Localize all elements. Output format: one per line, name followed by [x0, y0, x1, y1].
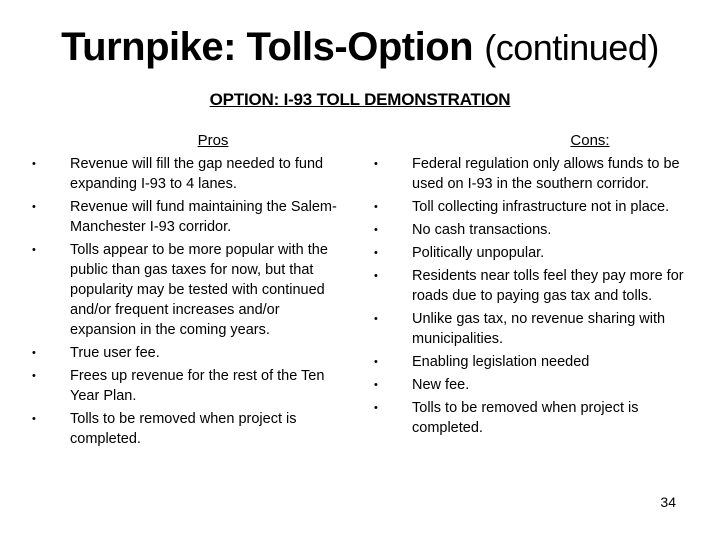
pros-column — [28, 132, 348, 452]
pros-item: • Frees up revenue for the rest of the Ten Year Plan. — [32, 368, 325, 404]
pros-item: • True user fee. — [32, 345, 160, 361]
bullet-icon: • — [32, 413, 36, 425]
bullet-icon: • — [374, 379, 378, 391]
cons-item: • New fee. — [374, 377, 470, 393]
cons-column — [370, 132, 700, 441]
bullet-icon: • — [32, 158, 36, 170]
cons-heading: Cons: — [570, 132, 610, 149]
pros-heading: Pros — [197, 132, 229, 149]
bullet-icon: • — [374, 270, 378, 282]
cons-item: • No cash transactions. — [374, 222, 552, 238]
cons-item: • Tolls to be removed when project is completed. — [374, 400, 639, 436]
slide-title-sub: (continued) — [484, 27, 659, 68]
bullet-icon: • — [374, 313, 378, 325]
pros-item: • Tolls appear to be more popular with the public than gas taxes for now, but that popularity may be tested with continued and/or frequent increases and/or expansion in the coming years. — [32, 242, 328, 338]
bullet-icon: • — [374, 247, 378, 259]
cons-item: • Residents near tolls feel they pay more for roads due to paying gas tax and tolls. — [374, 268, 684, 304]
cons-item: • Toll collecting infrastructure not in place. — [374, 199, 670, 215]
slide-subtitle: OPTION: I-93 TOLL DEMONSTRATION — [209, 90, 511, 109]
bullet-icon: • — [374, 356, 378, 368]
bullet-icon: • — [374, 158, 378, 170]
cons-item: • Unlike gas tax, no revenue sharing with municipalities. — [374, 311, 666, 347]
bullet-icon: • — [32, 201, 36, 213]
bullet-icon: • — [374, 201, 378, 213]
bullet-icon: • — [32, 370, 36, 382]
slide-title-main: Turnpike: Tolls-Option — [61, 25, 474, 69]
cons-list — [370, 154, 700, 438]
pros-item: • Revenue will fill the gap needed to fund expanding I-93 to 4 lanes. — [32, 156, 324, 192]
pros-list — [28, 154, 348, 449]
pros-item: • Tolls to be removed when project is completed. — [32, 411, 297, 447]
bullet-icon: • — [374, 402, 378, 414]
slide-title — [0, 22, 720, 73]
cons-item: • Enabling legislation needed — [374, 354, 590, 370]
bullet-icon: • — [32, 347, 36, 359]
cons-item: • Politically unpopular. — [374, 245, 545, 261]
page-number: 34 — [660, 494, 676, 510]
pros-item: • Revenue will fund maintaining the Salem-Manchester I-93 corridor. — [32, 199, 337, 235]
cons-item: • Federal regulation only allows funds to be used on I-93 in the southern corridor. — [374, 156, 680, 192]
bullet-icon: • — [374, 224, 378, 236]
bullet-icon: • — [32, 244, 36, 256]
